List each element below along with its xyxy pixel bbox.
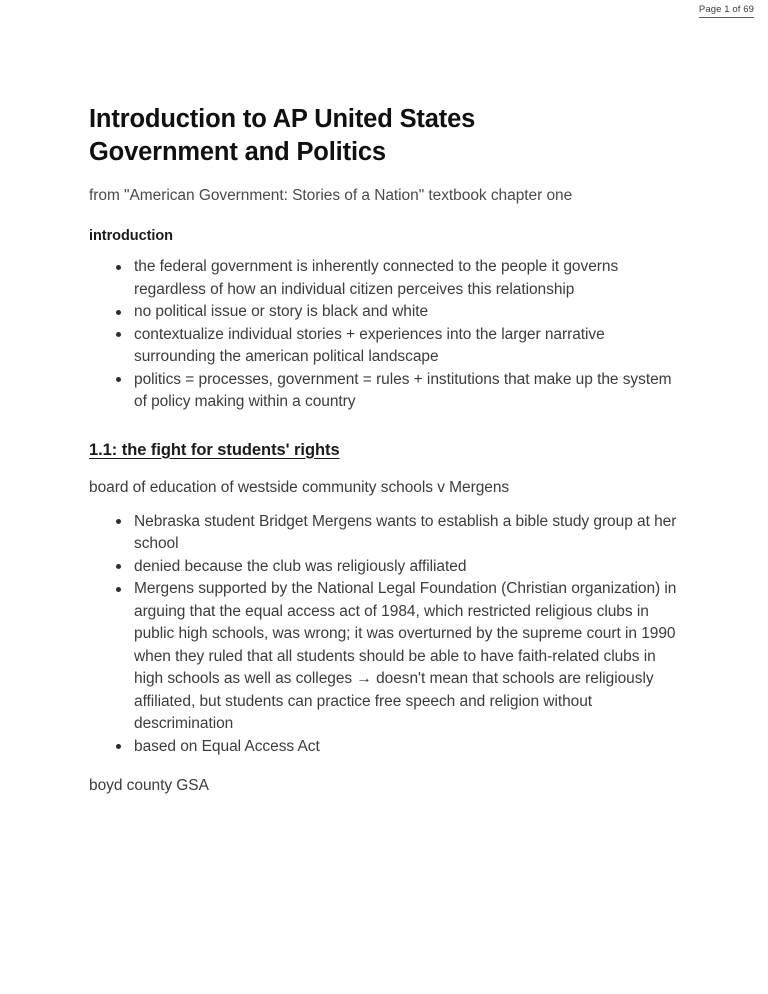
bullet-dot-icon xyxy=(116,587,121,592)
closing-paragraph: boyd county GSA xyxy=(89,777,209,794)
bullet-dot-icon xyxy=(116,265,121,270)
section-heading-1-1: 1.1: the fight for students' rights xyxy=(89,440,340,459)
list-item xyxy=(89,324,684,369)
bullet-list-introduction xyxy=(89,256,684,414)
bullet-dot-icon xyxy=(116,519,121,524)
list-item xyxy=(89,556,684,579)
list-item-text: the federal government is inherently connected to the people it governs regardless of how an individual citizen perceives this relationship xyxy=(134,258,619,298)
list-item xyxy=(89,301,684,324)
list-item-text: contextualize individual stories + experiences into the larger narrative surrounding the american political landscape xyxy=(134,325,605,365)
document-subtitle: from "American Government: Stories of a Nation" textbook chapter one xyxy=(89,187,573,204)
bullet-dot-icon xyxy=(116,377,121,382)
page-number-header: Page 1 of 69 xyxy=(699,4,754,18)
list-item xyxy=(89,256,684,301)
list-item xyxy=(89,578,684,736)
section-1-1 xyxy=(89,441,684,798)
page-title: Introduction to AP United States Government and Politics xyxy=(89,105,476,166)
list-item-text: politics = processes, government = rules + institutions that make up the system of policy making within a country xyxy=(134,370,672,410)
list-item-text: Mergens supported by the National Legal Foundation (Christian organization) in arguing that the equal access act of 1984, which restricted religious clubs in public high schools, was wrong; it was overturned by the supreme court in 1990 when they ruled that all students should be able to have faith-related clubs in high schools as well as colleges → doesn't mean that schools are religiously affiliated, but students can practice free speech and religion without descrimination xyxy=(134,580,677,732)
list-item-text: no political issue or story is black and white xyxy=(134,303,429,320)
list-item xyxy=(89,511,684,556)
bullet-list-1-1 xyxy=(89,511,684,759)
bullet-dot-icon xyxy=(116,744,121,749)
section-heading-introduction: introduction xyxy=(89,228,173,244)
section-introduction xyxy=(89,228,684,414)
list-item xyxy=(89,369,684,414)
list-item-text: based on Equal Access Act xyxy=(134,737,320,755)
bullet-dot-icon xyxy=(116,332,121,337)
bullet-dot-icon xyxy=(116,564,121,569)
list-item-text: denied because the club was religiously affiliated xyxy=(134,557,467,575)
bullet-dot-icon xyxy=(116,310,121,315)
case-name-paragraph: board of education of westside community schools v Mergens xyxy=(89,478,510,496)
list-item xyxy=(89,736,684,759)
list-item-text: Nebraska student Bridget Mergens wants to establish a bible study group at her school xyxy=(134,512,677,552)
document-body xyxy=(89,103,684,797)
